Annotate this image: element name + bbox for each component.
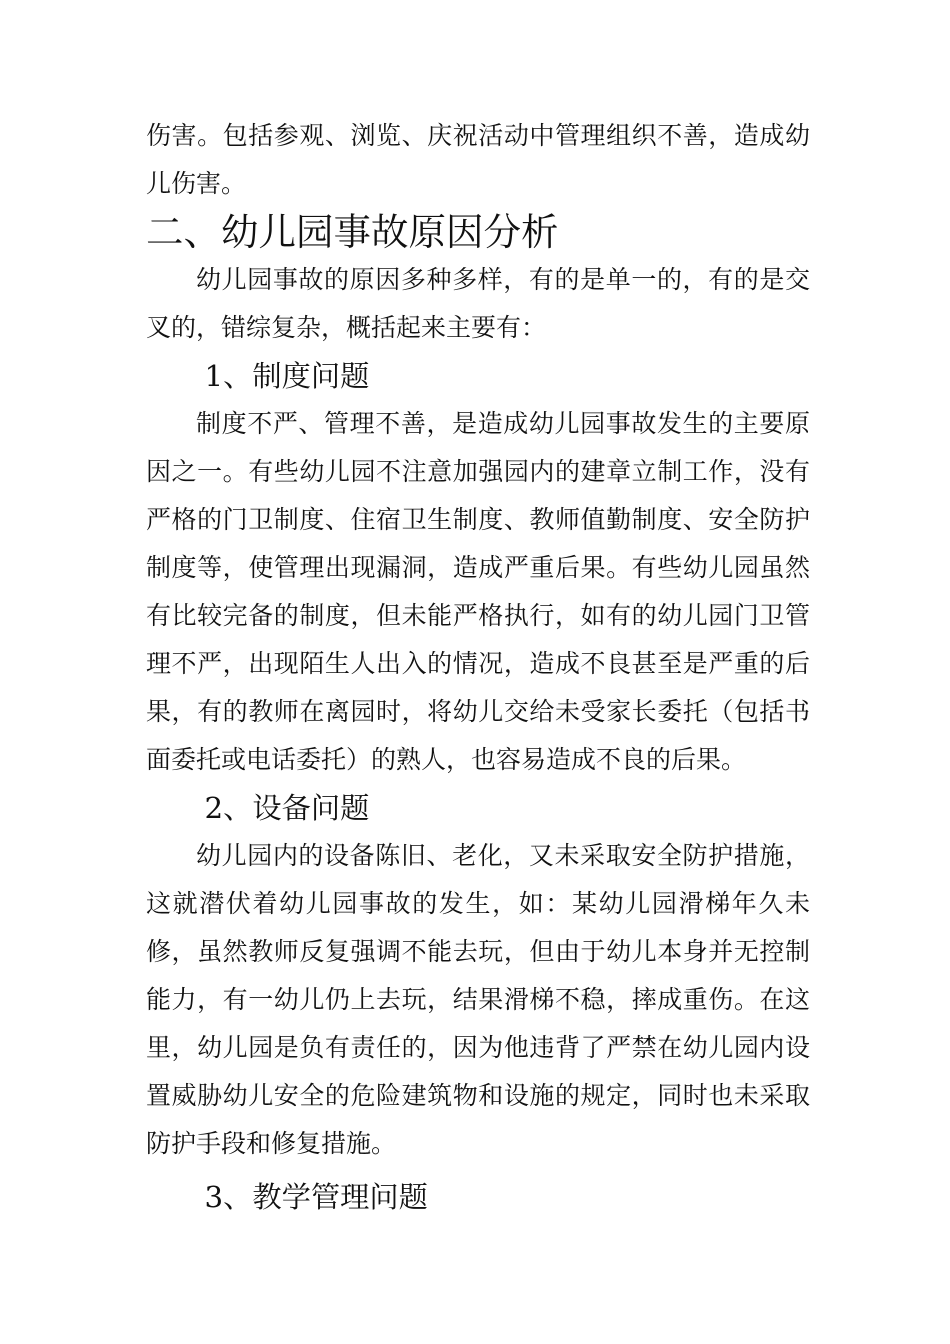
subheading-teaching-management-issues: 3、教学管理问题 [204,1180,428,1214]
document-page [146,112,810,1221]
paragraph-injury-continuation: 伤害。包括参观、浏览、庆祝活动中管理组织不善，造成幼儿伤害。 [146,121,810,198]
paragraph-equipment-issues: 幼儿园内的设备陈旧、老化，又未采取安全防护措施，这就潜伏着幼儿园事故的发生，如：某幼儿园滑梯年久未修，虽然教师反复强调不能去玩，但由于幼儿本身并无控制能力，有一幼儿仍上去玩，结果滑梯不稳，摔成重伤。在这里，幼儿园是负有责任的，因为他违背了严禁在幼儿园内设置威胁幼儿安全的危险建筑物和设施的规定，同时也未采取防护手段和修复措施。 [146,841,810,1158]
paragraph-system-issues: 制度不严、管理不善，是造成幼儿园事故发生的主要原因之一。有些幼儿园不注意加强园内的建章立制工作，没有严格的门卫制度、住宿卫生制度、教师值勤制度、安全防护制度等，使管理出现漏洞，造成严重后果。有些幼儿园虽然有比较完备的制度，但未能严格执行，如有的幼儿园门卫管理不严，出现陌生人出入的情况，造成不良甚至是严重的后果，有的教师在离园时，将幼儿交给未受家长委托（包括书面委托或电话委托）的熟人，也容易造成不良的后果。 [146,409,810,774]
subheading-system-issues: 1、制度问题 [204,359,370,393]
subheading-equipment-issues: 2、设备问题 [204,791,370,825]
paragraph-cause-overview: 幼儿园事故的原因多种多样，有的是单一的，有的是交叉的，错综复杂，概括起来主要有： [146,265,810,342]
section-heading-cause-analysis: 二、幼儿园事故原因分析 [146,210,559,254]
